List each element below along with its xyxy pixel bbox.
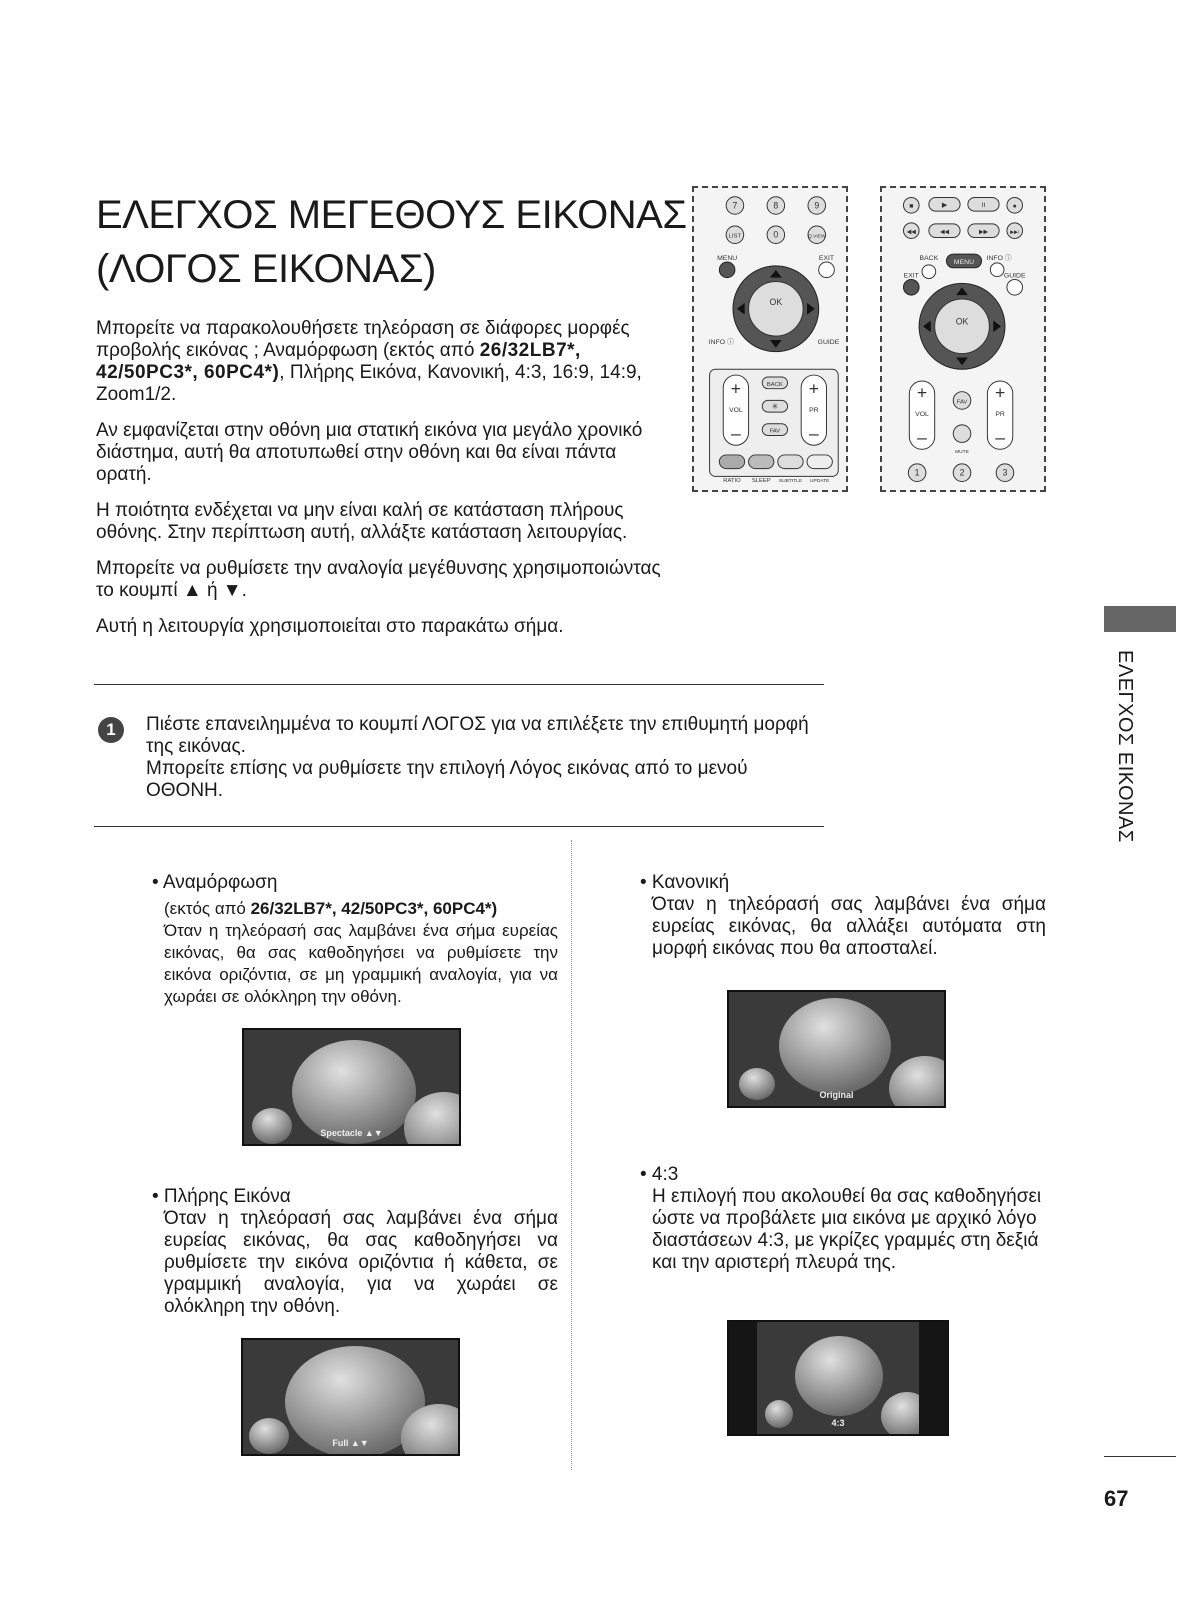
divider-bottom <box>94 826 824 827</box>
column-separator <box>571 840 572 1470</box>
screen-caption-4-3: 4:3 <box>831 1418 845 1428</box>
step-instructions <box>146 714 826 802</box>
label-vol: VOL <box>729 407 743 415</box>
remote-control-illustration-1 <box>692 186 848 492</box>
label-info: INFO ⓘ <box>708 338 734 346</box>
button-back: BACK <box>766 381 783 388</box>
section-tab-marker <box>1104 606 1176 632</box>
svg-text:+: + <box>916 382 928 403</box>
svg-text:INFO ⓘ: INFO ⓘ <box>986 254 1012 262</box>
mode-4-3-heading: • 4:3 <box>640 1164 679 1185</box>
svg-text:BACK: BACK <box>919 254 939 262</box>
svg-text:▶▶: ▶▶ <box>978 229 988 236</box>
svg-text:–: – <box>995 427 1005 448</box>
screen-caption-spectacle: Spectacle ▲▼ <box>320 1128 383 1138</box>
button-0: 0 <box>773 229 779 240</box>
screen-image-4-3 <box>727 1320 949 1436</box>
step-line-2: Μπορείτε επίσης να ρυθμίσετε την επιλογή Λόγος εικόνας από το μενού ΟΘΟΝΗ. <box>146 758 748 801</box>
svg-text:✳: ✳ <box>771 402 779 412</box>
svg-text:–: – <box>917 427 927 448</box>
title-line-2: (ΛΟΓΟΣ ΕΙΚΟΝΑΣ) <box>96 247 436 291</box>
intro-paragraph-4: Μπορείτε να ρυθμίσετε την αναλογία μεγέθυνσης χρησιμοποιώντας το κουμπί ▲ ή ▼. <box>96 558 661 601</box>
page-title <box>96 188 687 296</box>
mode-4-3 <box>640 1164 1046 1274</box>
mode-original <box>640 872 1046 960</box>
intro-paragraph-2: Αν εμφανίζεται στην οθόνη μια στατική εικόνα για μεγάλο χρονικό διάστημα, αυτή θα αποτυπωθεί στην οθόνη και θα είναι πάντα ορατή. <box>96 420 643 485</box>
mode-4-3-description: Η επιλογή που ακολουθεί θα σας καθοδηγήσει ώστε να προβάλετε μια εικόνα με αρχικό λόγο διαστάσεων 4:3, με γκρίζες γραμμές στη δεξιά και την αριστερή πλευρά της. <box>652 1186 1042 1273</box>
svg-text:▶: ▶ <box>941 202 948 210</box>
label-menu: MENU <box>717 255 738 263</box>
mode-full <box>152 1186 558 1318</box>
svg-text:●: ● <box>1012 203 1017 211</box>
svg-text:OK: OK <box>955 316 969 327</box>
mode-full-description: Όταν η τηλεόρασή σας λαμβάνει ένα σήμα ευρείας εικόνας, θα σας καθοδηγήσει να ρυθμίσετε την εικόνα οριζόντια ή κάθετα, σε γραμμική αναλογία, για να χωράει σε ολόκληρη την οθόνη. <box>164 1208 558 1317</box>
svg-text:PR: PR <box>995 411 1005 419</box>
mode-original-heading: • Κανονική <box>640 872 730 893</box>
divider-top <box>94 684 824 685</box>
button-fav: FAV <box>769 428 781 435</box>
label-exit: EXIT <box>818 255 835 263</box>
screen-image-full <box>241 1338 460 1456</box>
svg-text:+: + <box>808 378 819 399</box>
svg-text:1: 1 <box>914 467 920 478</box>
mode-spectacle-description: Όταν η τηλεόρασή σας λαμβάνει ένα σήμα ευρείας εικόνας, θα σας καθοδηγήσει να ρυθμίσετε την εικόνα οριζόντια, σε μη γραμμική αναλογία, για να χωράει σε ολόκληρη την οθόνη. <box>164 921 558 1006</box>
intro-paragraph-1: Μπορείτε να παρακολουθήσετε τηλεόραση σε διάφορες μορφές προβολής εικόνας ; Αναμόρφωση (εκτός από 26/32LB7*, 42/50PC3*, 60PC4*), Πλήρης Εικόνα, Κανονική, 4:3, 16:9, 14:9, Zoom1/2. <box>96 318 642 405</box>
intro-paragraph-5: Αυτή η λειτουργία χρησιμοποιείται στο παρακάτω σήμα. <box>96 616 564 637</box>
model-list: 26/32LB7*, 42/50PC3*, 60PC4*) <box>96 340 581 383</box>
section-side-label: ΕΛΕΓΧΟΣ ΕΙΚΟΝΑΣ <box>1114 650 1136 843</box>
button-7: 7 <box>732 200 738 211</box>
svg-text:II: II <box>981 202 986 210</box>
intro-section <box>96 318 676 652</box>
svg-text:SUBTITLE: SUBTITLE <box>778 479 803 485</box>
page-number: 67 <box>1104 1486 1129 1511</box>
svg-text:GUIDE: GUIDE <box>1003 272 1026 280</box>
screen-image-original <box>727 990 946 1108</box>
svg-text:–: – <box>731 423 741 444</box>
screen-caption-full: Full ▲▼ <box>332 1438 369 1448</box>
intro-paragraph-3: Η ποιότητα ενδέχεται να μην είναι καλή σε κατάσταση πλήρους οθόνης. Στην περίπτωση αυτή, αλλάξτε κατάσταση λειτουργίας. <box>96 500 628 543</box>
svg-text:▶▶I: ▶▶I <box>1010 230 1020 236</box>
svg-text:2: 2 <box>959 467 965 478</box>
svg-text:+: + <box>994 382 1006 403</box>
svg-text:VOL: VOL <box>915 411 929 419</box>
svg-text:UPDATE: UPDATE <box>810 479 830 485</box>
button-ok: OK <box>769 296 783 307</box>
title-line-1: ΕΛΕΓΧΟΣ ΜΕΓΕΘΟΥΣ ΕΙΚΟΝΑΣ <box>96 193 687 237</box>
label-guide: GUIDE <box>817 338 840 346</box>
button-qview: Q.VIEW <box>807 234 826 240</box>
svg-text:◀◀: ◀◀ <box>906 229 916 236</box>
svg-text:SLEEP: SLEEP <box>751 478 771 485</box>
svg-text:+: + <box>730 378 742 399</box>
mode-spectacle <box>152 872 558 1008</box>
button-list: LIST <box>728 233 742 240</box>
label-pr: PR <box>809 407 819 415</box>
svg-text:◀◀: ◀◀ <box>939 229 949 236</box>
svg-text:MUTE: MUTE <box>955 450 969 456</box>
mode-original-description: Όταν η τηλεόρασή σας λαμβάνει ένα σήμα ευρείας εικόνας, θα αλλάξει αυτόματα στη μορφή εικόνας που θα αποσταλεί. <box>652 894 1046 959</box>
mode-full-heading: • Πλήρης Εικόνα <box>152 1186 291 1207</box>
screen-image-spectacle <box>242 1028 461 1146</box>
mode-spectacle-heading: • Αναμόρφωση <box>152 872 278 893</box>
svg-text:EXIT: EXIT <box>903 272 919 280</box>
svg-text:FAV: FAV <box>956 399 968 406</box>
svg-text:■: ■ <box>909 203 914 211</box>
svg-text:3: 3 <box>1002 467 1008 478</box>
step-number-badge: 1 <box>98 717 124 743</box>
svg-text:RATIO: RATIO <box>723 478 741 485</box>
mode-spectacle-exception: (εκτός από 26/32LB7*, 42/50PC3*, 60PC4*) <box>164 899 498 918</box>
screen-caption-original: Original <box>819 1090 854 1100</box>
button-8: 8 <box>773 200 779 211</box>
remote-control-illustration-2 <box>880 186 1046 492</box>
svg-text:MENU: MENU <box>953 258 975 266</box>
button-9: 9 <box>814 200 820 211</box>
step-line-1: Πιέστε επανειλημμένα το κουμπί ΛΟΓΟΣ για να επιλέξετε την επιθυμητή μορφή της εικόνας. <box>146 714 809 757</box>
footer-rule <box>1104 1456 1176 1457</box>
svg-text:–: – <box>808 423 819 444</box>
